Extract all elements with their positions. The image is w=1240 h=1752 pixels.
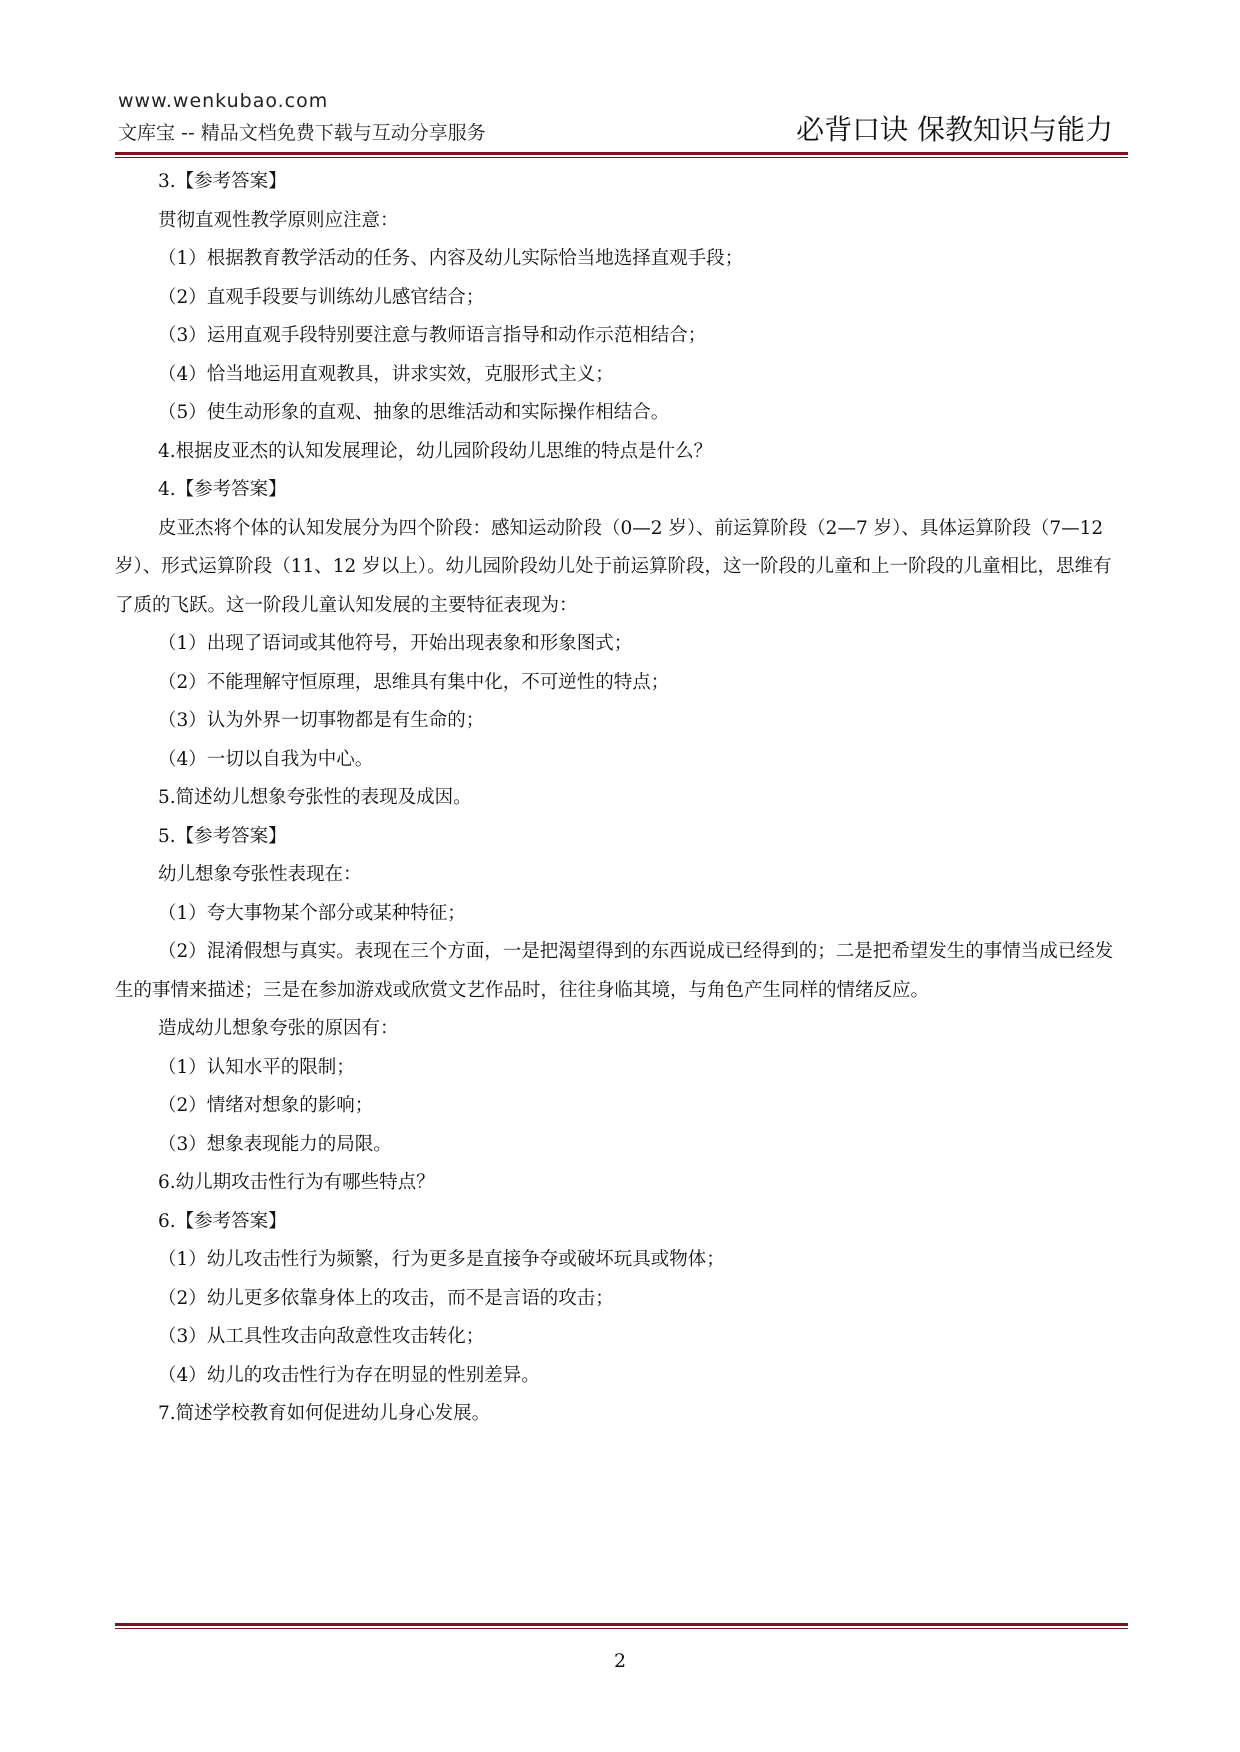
site-url[interactable]: www.wenkubao.com	[118, 90, 329, 112]
answer-heading-3: 3.【参考答案】	[158, 171, 287, 192]
answer-heading-4: 4.【参考答案】	[158, 479, 287, 500]
list-item: （3）从工具性攻击向敌意性攻击转化；	[158, 1326, 485, 1347]
list-item: （2）情绪对想象的影响；	[158, 1095, 374, 1116]
list-item: （1）夸大事物某个部分或某种特征；	[158, 902, 466, 924]
piaget-paragraph: 皮亚杰将个体的认知发展分为四个阶段：感知运动阶段（0—2 岁）、前运算阶段（2—7 岁）、具体运算阶段（7—12 岁）、形式运算阶段（11、12 岁以上）。幼儿园阶段幼儿处于前运算阶段，这一阶段的儿童和上一阶段的儿童相比，思维有了质的飞跃。这一阶段儿童认知发展的主要特征表现为：	[115, 517, 1112, 616]
text-line: 造成幼儿想象夸张的原因有：	[158, 1018, 399, 1039]
page-header	[115, 86, 1125, 152]
list-item: （3）想象表现能力的局限。	[158, 1133, 392, 1155]
answer-heading-5: 5.【参考答案】	[158, 825, 287, 847]
list-item: （1）出现了语词或其他符号，开始出现表象和形象图式；	[158, 633, 633, 654]
document-body	[115, 163, 1128, 1434]
site-subtitle: 文库宝 -- 精品文档免费下载与互动分享服务	[118, 122, 486, 144]
header-rule-thin	[115, 157, 1128, 158]
text-line: 贯彻直观性教学原则应注意：	[158, 209, 399, 231]
list-item: （2）幼儿更多依靠身体上的攻击，而不是言语的攻击；	[158, 1287, 614, 1309]
question-4: 4.根据皮亚杰的认知发展理论，幼儿园阶段幼儿思维的特点是什么？	[158, 440, 713, 462]
list-item: （4）一切以自我为中心。	[158, 748, 374, 770]
list-item: （4）幼儿的攻击性行为存在明显的性别差异。	[158, 1364, 540, 1386]
answer-heading-6: 6.【参考答案】	[158, 1210, 287, 1232]
text-line: 幼儿想象夸张性表现在：	[158, 864, 362, 885]
question-7: 7.简述学校教育如何促进幼儿身心发展。	[158, 1403, 491, 1424]
confusion-paragraph: （2）混淆假想与真实。表现在三个方面，一是把渴望得到的东西说成已经得到的；二是把希望发生的事情当成已经发生的事情来描述；三是在参加游戏或欣赏文艺作品时，往往身临其境，与角色产生同样的情绪反应。	[115, 941, 1114, 1001]
page-number: 2	[613, 1650, 627, 1672]
question-6: 6.幼儿期攻击性行为有哪些特点？	[158, 1172, 435, 1193]
list-item: （3）运用直观手段特别要注意与教师语言指导和动作示范相结合；	[158, 325, 707, 346]
list-item: （1）根据教育教学活动的任务、内容及幼儿实际恰当地选择直观手段；	[158, 248, 744, 269]
header-rule	[115, 152, 1128, 155]
list-item: （5）使生动形象的直观、抽象的思维活动和实际操作相结合。	[158, 402, 670, 423]
list-item: （3）认为外界一切事物都是有生命的；	[158, 710, 485, 731]
list-item: （4）恰当地运用直观教具，讲求实效，克服形式主义；	[158, 363, 614, 385]
document-title: 必背口诀 保教知识与能力	[796, 113, 1113, 146]
list-item: （1）认知水平的限制；	[158, 1056, 355, 1078]
list-item: （2）不能理解守恒原理，思维具有集中化，不可逆性的特点；	[158, 671, 670, 693]
footer-rule	[115, 1623, 1128, 1626]
question-5: 5.简述幼儿想象夸张性的表现及成因。	[158, 787, 472, 808]
footer-rule-thin	[115, 1628, 1128, 1629]
list-item: （2）直观手段要与训练幼儿感官结合；	[158, 286, 485, 308]
list-item: （1）幼儿攻击性行为频繁，行为更多是直接争夺或破坏玩具或物体；	[158, 1249, 725, 1270]
